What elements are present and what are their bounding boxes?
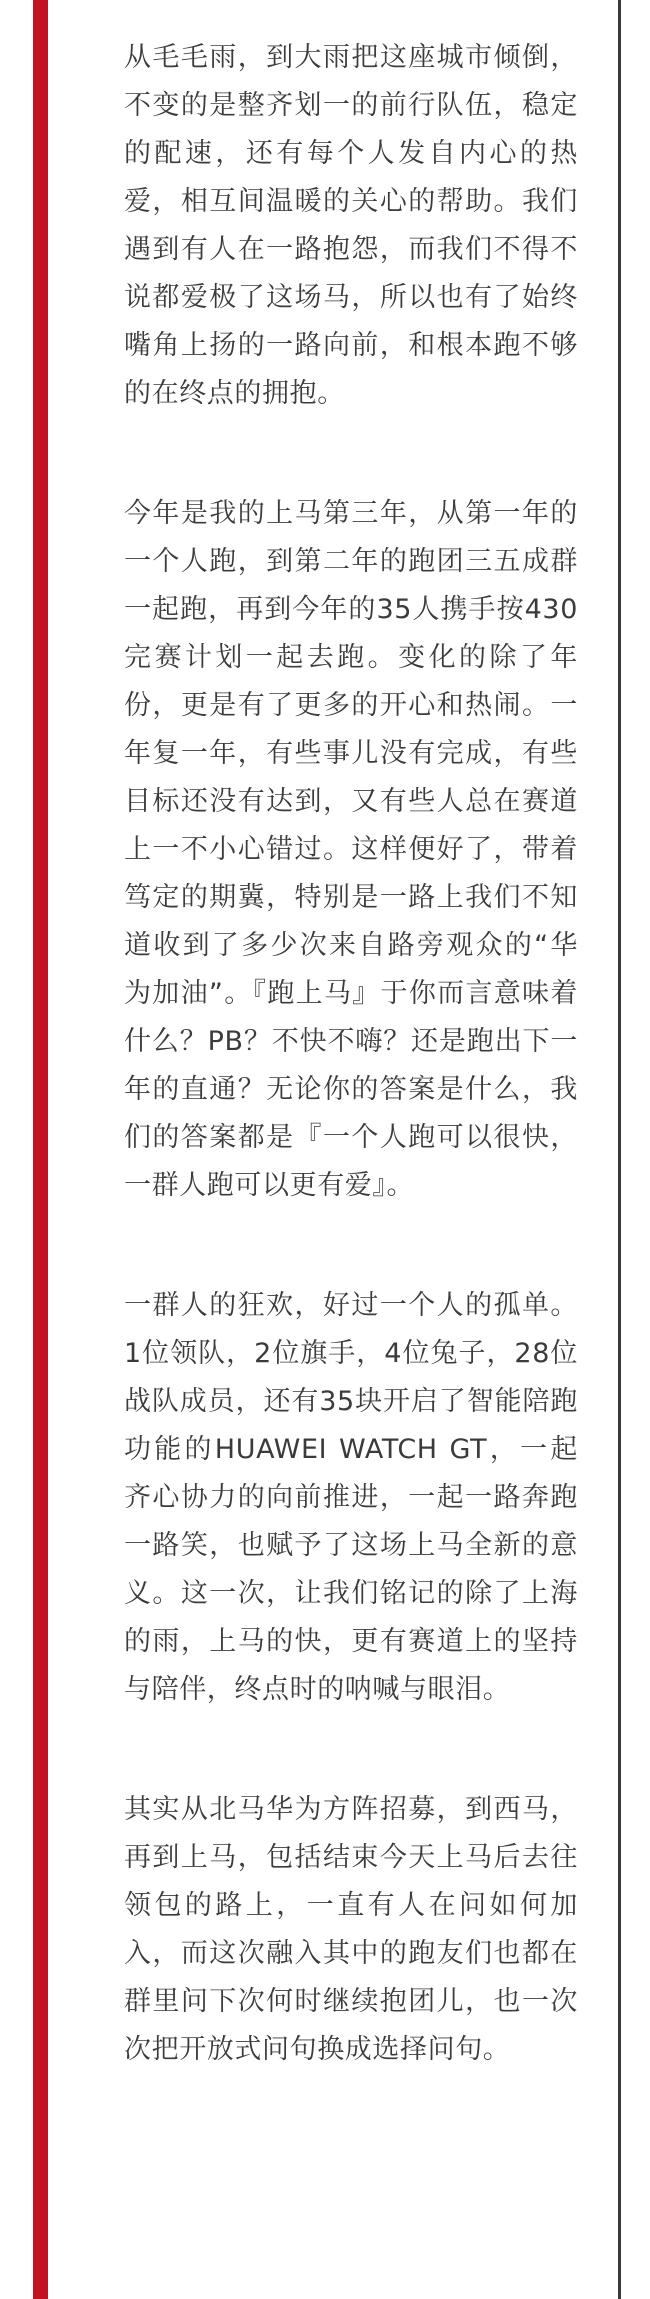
- paragraph-2: 今年是我的上马第三年，从第一年的一个人跑，到第二年的跑团三五成群一起跑，再到今年的35人携手按430完赛计划一起去跑。变化的除了年份，更是有了更多的开心和热闹。一年复一年，有些事儿没有完成，有些目标还没有达到，又有些人总在赛道上一不小心错过。这样便好了，带着笃定的期冀，特别是一路上我们不知道收到了多少次来自路旁观众的“华为加油”。『跑上马』于你而言意味着什么？PB？不快不嗨？还是跑出下一年的直通？无论你的答案是什么，我们的答案都是『一个人跑可以很快，一群人跑可以更有爱』。: [124, 498, 578, 1201]
- article-body: [124, 34, 578, 2074]
- right-border-line: [618, 0, 621, 2299]
- paragraph-4: 其实从北马华为方阵招募，到西马，再到上马，包括结束今天上马后去往领包的路上，一直有人在问如何加入，而这次融入其中的跑友们也都在群里问下次何时继续抱团儿，也一次次把开放式问句换成选择问句。: [124, 1794, 578, 2065]
- red-accent-bar: [33, 0, 48, 2299]
- paragraph-1: 从毛毛雨，到大雨把这座城市倾倒，不变的是整齐划一的前行队伍，稳定的配速，还有每个人发自内心的热爱，相互间温暖的关心的帮助。我们遇到有人在一路抱怨，而我们不得不说都爱极了这场马，所以也有了始终嘴角上扬的一路向前，和根本跑不够的在终点的拥抱。: [124, 42, 578, 409]
- paragraph-3: 一群人的狂欢，好过一个人的孤单。1位领队，2位旗手，4位兔子，28位战队成员，还有35块开启了智能陪跑功能的HUAWEI WATCH GT，一起齐心协力的向前推进，一起一路奔跑一路笑，也赋予了这场上马全新的意义。这一次，让我们铭记的除了上海的雨，上马的快，更有赛道上的坚持与陪伴，终点时的呐喊与眼泪。: [124, 1290, 578, 1705]
